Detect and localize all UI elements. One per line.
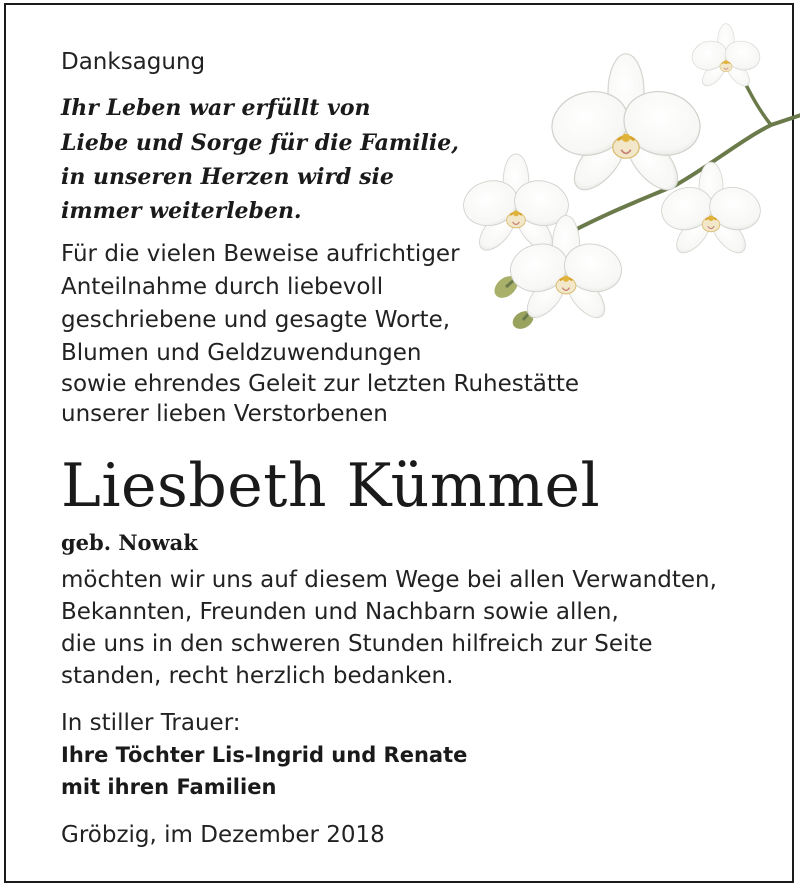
thanks-line: geschriebene und gesagte Worte, <box>61 307 451 333</box>
signer-line: mit ihren Familien <box>61 775 277 799</box>
thanks-line: sowie ehrendes Geleit zur letzten Ruhestätte <box>61 371 580 397</box>
thanks-line: Anteilnahme durch liebevoll <box>61 274 384 300</box>
place-date: Gröbzig, im Dezember 2018 <box>61 822 385 848</box>
closing-line: die uns in den schweren Stunden hilfreich zur Seite <box>61 631 653 657</box>
thanks-line: Für die vielen Beweise aufrichtiger <box>61 241 460 267</box>
maiden-name: geb. Nowak <box>61 530 198 555</box>
closing-line: möchten wir uns auf diesem Wege bei allen Verwandten, <box>61 567 717 593</box>
closing-line: Bekannten, Freunden und Nachbarn sowie allen, <box>61 599 619 625</box>
closing-line: standen, recht herzlich bedanken. <box>61 663 454 689</box>
notice-heading: Danksagung <box>61 49 206 75</box>
quote-line: in unseren Herzen wird sie <box>61 164 394 190</box>
thanks-line: unserer lieben Verstorbenen <box>61 401 388 427</box>
quote-line: Liebe und Sorge für die Familie, <box>61 130 459 156</box>
deceased-name: Liesbeth Kümmel <box>61 451 601 521</box>
notice-frame <box>4 3 794 883</box>
thanks-line: Blumen und Geldzuwendungen <box>61 340 422 366</box>
mourning-label: In stiller Trauer: <box>61 710 241 736</box>
quote-line: immer weiterleben. <box>61 198 302 224</box>
quote-line: Ihr Leben war erfüllt von <box>61 95 371 121</box>
signer-line: Ihre Töchter Lis-Ingrid und Renate <box>61 743 468 767</box>
orchid-icon <box>461 15 800 335</box>
